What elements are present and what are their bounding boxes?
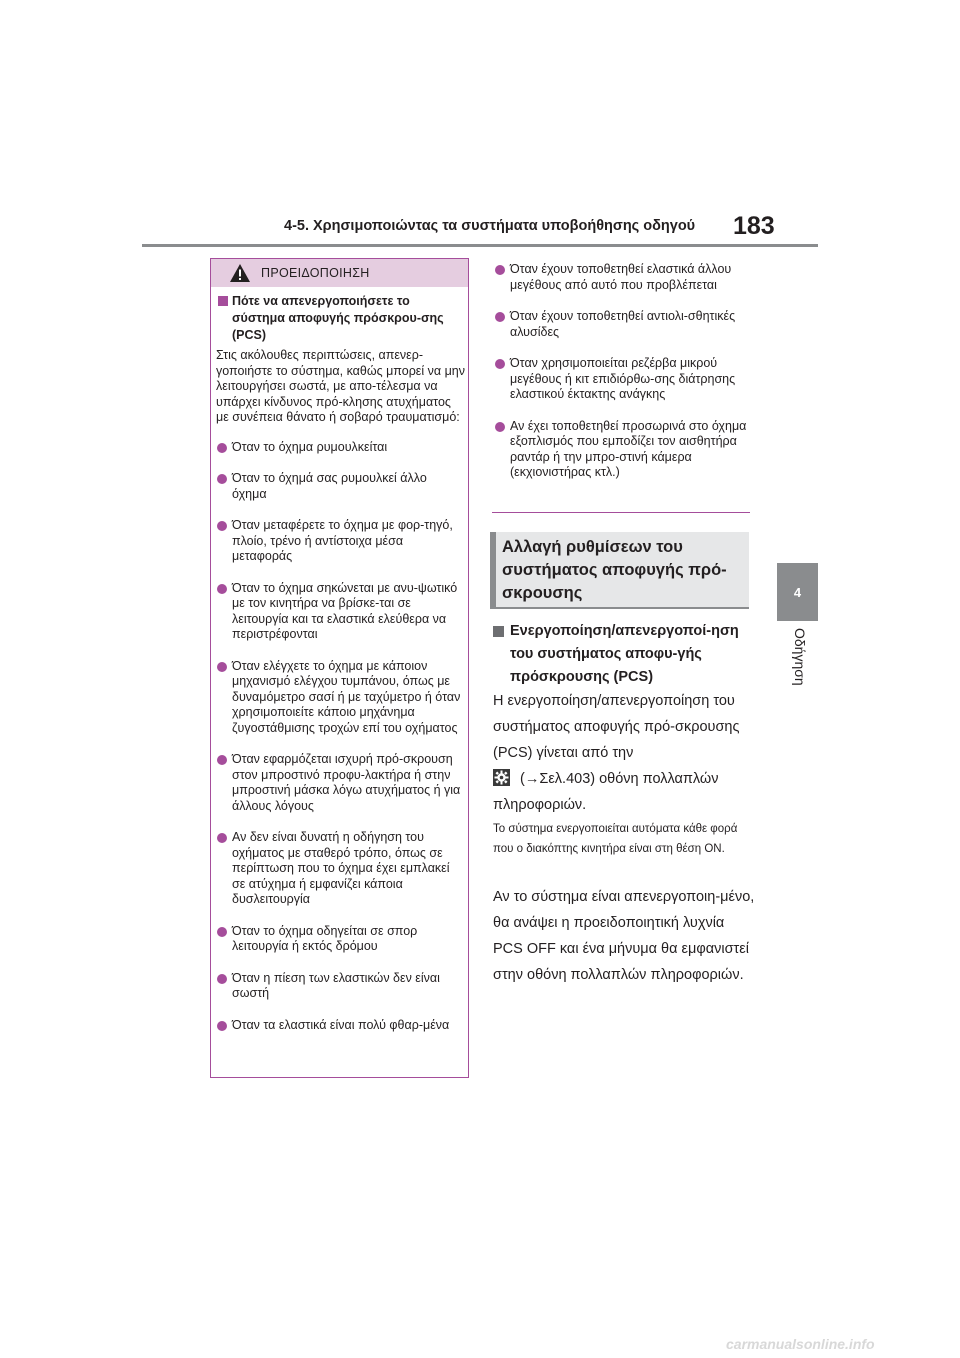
bullet-dot-icon — [217, 662, 227, 672]
warning-triangle-icon — [229, 263, 251, 283]
bullet-dot-icon — [217, 927, 227, 937]
warning-heading: ΠΡΟΕΙΔΟΠΟΙΗΣΗ — [261, 266, 370, 280]
list-item — [494, 309, 750, 340]
bullet-dot-icon — [217, 974, 227, 984]
list-item — [216, 518, 463, 565]
list-item-text: Όταν το όχημά σας ρυμουλκεί άλλο όχημα — [232, 471, 427, 501]
warning-box — [210, 258, 469, 1078]
page-number: 183 — [733, 212, 775, 240]
warning-header — [211, 259, 468, 287]
bullet-dot-icon — [217, 521, 227, 531]
bullet-dot-icon — [495, 359, 505, 369]
square-bullet-icon — [493, 626, 504, 637]
page-reference: (→Σελ.403) οθόνη πολλαπλών πληροφοριών. — [493, 771, 719, 813]
list-item-text: Όταν το όχημα σηκώνεται με ανυ-ψωτικό με τον κινητήρα να βρίσκε-ται σε λειτουργία και τα ελαστικά ελεύθερα να περιστρέφονται — [232, 580, 458, 641]
list-item — [216, 971, 463, 1002]
bullet-dot-icon — [217, 584, 227, 594]
chapter-tab: 4 — [777, 563, 818, 621]
list-item — [216, 659, 463, 737]
bullet-dot-icon — [495, 422, 505, 432]
bullet-dot-icon — [495, 312, 505, 322]
chapter-label-text: Οδήγηση — [792, 628, 808, 686]
bullet-dot-icon — [495, 265, 505, 275]
list-item — [216, 924, 463, 955]
list-item-text: Όταν τα ελαστικά είναι πολύ φθαρ-μένα — [232, 1017, 450, 1032]
section-title: Αλλαγή ρυθμίσεων του συστήματος αποφυγής πρό-σκρουσης — [502, 538, 727, 602]
bullet-dot-icon — [217, 833, 227, 843]
warning-intro: Στις ακόλουθες περιπτώσεις, απενερ-γοποιήστε το σύστημα, καθώς μπορεί να μην λειτουργήσει σωστά, με απο-τέλεσμα να υπάρχει κίνδυνος πρό-κλησης ατυχήματος με συνέπεια θάνατο ή σοβαρό τραυματισμό: — [216, 348, 465, 424]
list-item — [216, 471, 463, 502]
list-item — [216, 581, 463, 643]
list-item-text: Αν δεν είναι δυνατή η οδήγηση του οχήματος με σταθερό τρόπο, όπως σε περίπτωση που το όχημα έχει εμπλακεί σε ατύχημα ή εμφανίζει κάποια δυσλειτουργία — [232, 830, 450, 906]
warning-list — [216, 440, 463, 1034]
section-title-box — [490, 532, 749, 608]
list-item-text: Όταν εφαρμόζεται ισχυρή πρό-σκρουση στον μπροστινό προφυ-λακτήρα ή στην μπροστινή μάσκα λόγω ατυχήματος ή για άλλους λόγους — [232, 752, 461, 813]
list-item — [494, 419, 750, 481]
header-title: 4-5. Χρησιμοποιώντας τα συστήματα υποβοήθησης οδηγού — [284, 218, 696, 234]
list-item-text: Όταν μεταφέρετε το όχημα με φορ-τηγό, πλοίο, τρένο ή αντίστοιχα μέσα μεταφοράς — [232, 518, 453, 563]
square-bullet-icon — [218, 296, 228, 306]
list-item — [216, 1018, 463, 1034]
list-item-text: Όταν ελέγχετε το όχημα με κάποιον μηχανισμό ελέγχου τυμπάνου, όπως με δυναμόμετρο σασί ή με ταχύμετρο ή όταν χρησιμοποιείτε κάποιο μηχάνημα ζυγοστάθμισης τροχών επί του οχήματος — [232, 658, 461, 735]
list-item — [216, 830, 463, 908]
paragraph-settings-text: Η ενεργοποίηση/απενεργοποίηση του συστήματος αποφυγής πρό-σκρουσης (PCS) γίνεται από την — [493, 693, 740, 761]
list-item-text: Όταν το όχημα οδηγείται σε σπορ λειτουργία ή εκτός δρόμου — [232, 923, 418, 953]
list-item — [494, 356, 750, 403]
list-item-text: Όταν το όχημα ρυμουλκείται — [232, 439, 388, 454]
subheading — [493, 620, 751, 689]
list-item — [216, 752, 463, 814]
list-item — [216, 440, 463, 456]
list-item-text: Όταν χρησιμοποιείται ρεζέρβα μικρού μεγέθους ή κιτ επιδιόρθω-σης διάτρησης ελαστικού έκτακτης ανάγκης — [510, 356, 736, 401]
list-item-text: Όταν η πίεση των ελαστικών δεν είναι σωστή — [232, 970, 440, 1000]
paragraph-settings — [493, 688, 755, 818]
header-rule — [142, 244, 818, 247]
paragraph-auto-enable: Το σύστημα ενεργοποιείται αυτόματα κάθε φορά που ο διακόπτης κινητήρα είναι στη θέση ON. — [493, 823, 738, 855]
bullet-dot-icon — [217, 474, 227, 484]
chapter-label — [784, 628, 812, 708]
watermark: carmanualsonline.info — [726, 1336, 875, 1352]
section-rule — [490, 607, 749, 609]
subheading-text: Ενεργοποίηση/απενεργοποί-ηση του συστήματος αποφυ-γής πρόσκρουσης (PCS) — [510, 623, 739, 685]
settings-gear-icon — [493, 769, 510, 786]
list-item-text: Όταν έχουν τοποθετηθεί αντιολι-σθητικές αλυσίδες — [510, 309, 736, 339]
list-item — [494, 262, 750, 293]
list-item-text: Αν έχει τοποθετηθεί προσωρινά στο όχημα εξοπλισμός που εμποδίζει τον αισθητήρα ραντάρ ή την μπρο-στινή κάμερα (εκχιονιστήρας κτλ.) — [510, 418, 747, 479]
warning-title-text: Πότε να απενεργοποιήσετε το σύστημα αποφυγής πρόσκρου-σης (PCS) — [232, 294, 444, 342]
bullet-dot-icon — [217, 755, 227, 765]
warning-body — [211, 287, 468, 1033]
paragraph-pcs-off: Αν το σύστημα είναι απενεργοποιη-μένο, θα ανάψει η προειδοποιητική λυχνία PCS OFF και ένα μήνυμα θα εμφανιστεί στην οθόνη πολλαπλών πληροφοριών. — [493, 889, 755, 983]
bullet-dot-icon — [217, 1021, 227, 1031]
list-item-text: Όταν έχουν τοποθετηθεί ελαστικά άλλου μεγέθους από αυτό που προβλέπεται — [510, 262, 732, 292]
warning-title — [216, 293, 463, 344]
warning-box-bottom-rule — [492, 512, 750, 513]
bullet-dot-icon — [217, 443, 227, 453]
warning-continued-list — [494, 262, 750, 497]
